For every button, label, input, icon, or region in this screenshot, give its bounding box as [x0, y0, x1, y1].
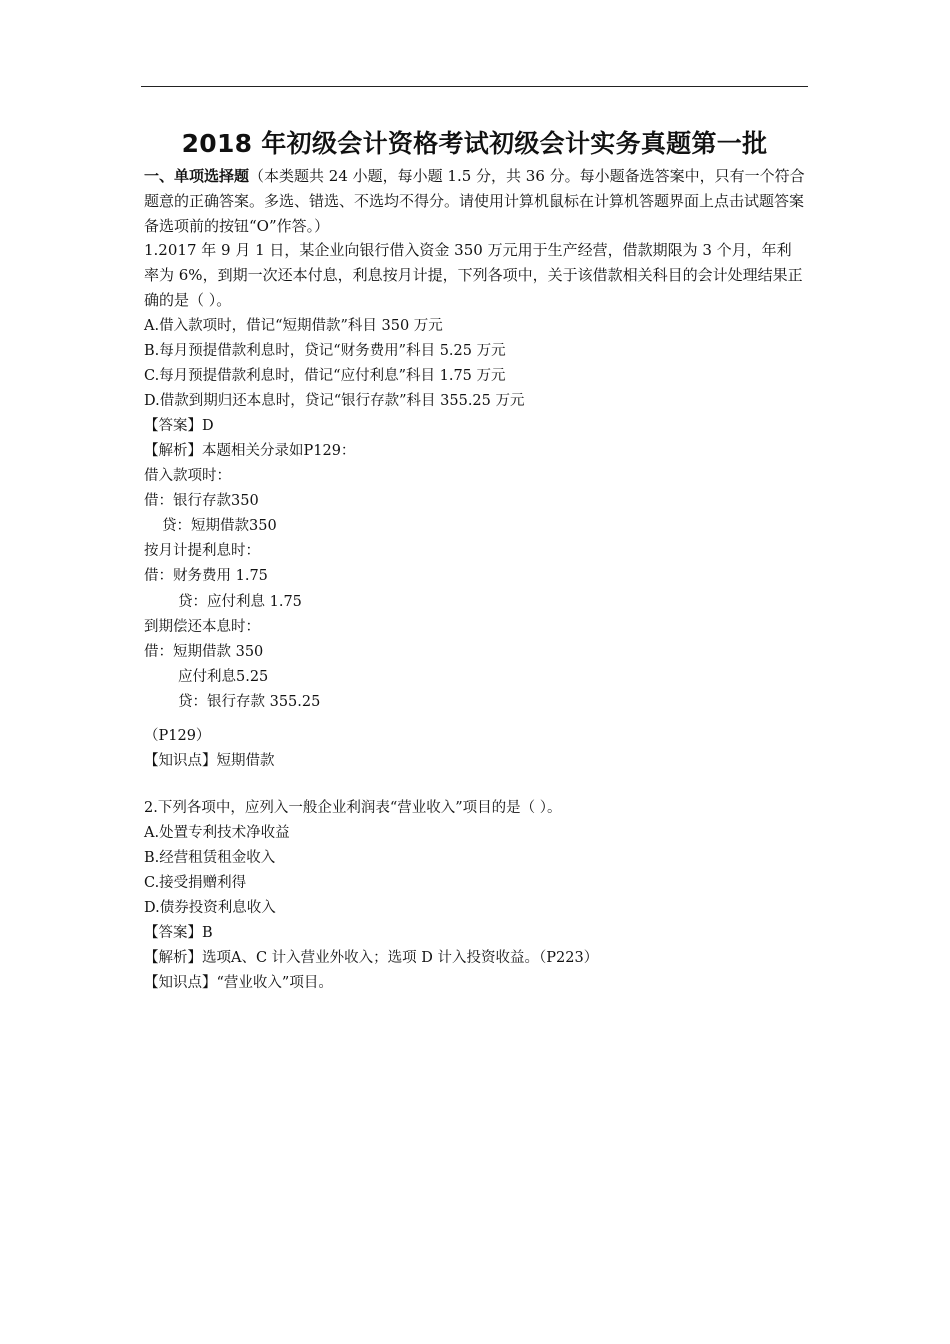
header-rule	[141, 86, 808, 87]
q1-entry-debit-cont: 应付利息5.25	[178, 669, 269, 685]
q1-entry-debit: 借：财务费用 1.75	[144, 568, 268, 584]
q1-entry-heading-borrow: 借入款项时：	[144, 468, 231, 484]
q2-option-a: A.处置专利技术净收益	[144, 825, 290, 841]
q1-option-d: D.借款到期归还本息时，贷记“银行存款”科目 355.25 万元	[144, 393, 525, 409]
q2-option-b: B.经营租赁租金收入	[144, 850, 276, 866]
q1-entry-heading-accrue: 按月计提利息时：	[144, 543, 260, 559]
q2-analysis: 【解析】选项A、C 计入营业外收入；选项 D 计入投资收益。（P223）	[144, 950, 599, 966]
q2-option-d: D.债券投资利息收入	[144, 900, 276, 916]
question-2-stem: 2.下列各项中，应列入一般企业利润表“营业收入”项目的是（ ）。	[144, 800, 562, 816]
q2-answer: 【答案】B	[144, 925, 213, 941]
q1-entry-debit: 借：短期借款 350	[144, 644, 264, 660]
q2-knowledge-point: 【知识点】“营业收入”项目。	[144, 975, 333, 991]
page-title: 2018 年初级会计资格考试初级会计实务真题第一批	[181, 129, 768, 158]
q1-entry-credit: 贷：应付利息 1.75	[178, 594, 302, 610]
section-instructions: （本类题共 24 小题，每小题 1.5 分，共 36 分。每小题备选答案中，只有一个符合题意的正确答案。多选、错选、不选均不得分。请使用计算机鼠标在计算机答题界面上点击试题答案备选项前的按钮“O”作答。）	[144, 167, 805, 235]
q1-option-b: B.每月预提借款利息时，贷记“财务费用”科目 5.25 万元	[144, 343, 506, 359]
q1-analysis: 【解析】本题相关分录如P129：	[144, 443, 356, 459]
q1-knowledge-point: 【知识点】短期借款	[144, 753, 275, 769]
section-intro	[144, 164, 806, 239]
section-heading: 一、单项选择题	[144, 167, 250, 185]
q1-page-ref: （P129）	[144, 728, 211, 744]
q2-option-c: C.接受捐赠利得	[144, 875, 247, 891]
question-1-stem: 1.2017 年 9 月 1 日，某企业向银行借入资金 350 万元用于生产经营，借款期限为 3 个月，年利率为 6%，到期一次还本付息，利息按月计提，下列各项中，关于该借款相关科目的会计处理结果正确的是（ ）。	[144, 241, 803, 309]
q1-entry-credit: 贷：银行存款 355.25	[178, 694, 321, 710]
q1-entry-heading-repay: 到期偿还本息时：	[144, 619, 260, 635]
q1-answer: 【答案】D	[144, 418, 214, 434]
q1-entry-credit: 贷：短期借款350	[162, 518, 277, 534]
q1-option-c: C.每月预提借款利息时，借记“应付利息”科目 1.75 万元	[144, 368, 506, 384]
q1-option-a: A.借入款项时，借记“短期借款”科目 350 万元	[144, 318, 443, 334]
q1-entry-debit: 借：银行存款350	[144, 493, 259, 509]
